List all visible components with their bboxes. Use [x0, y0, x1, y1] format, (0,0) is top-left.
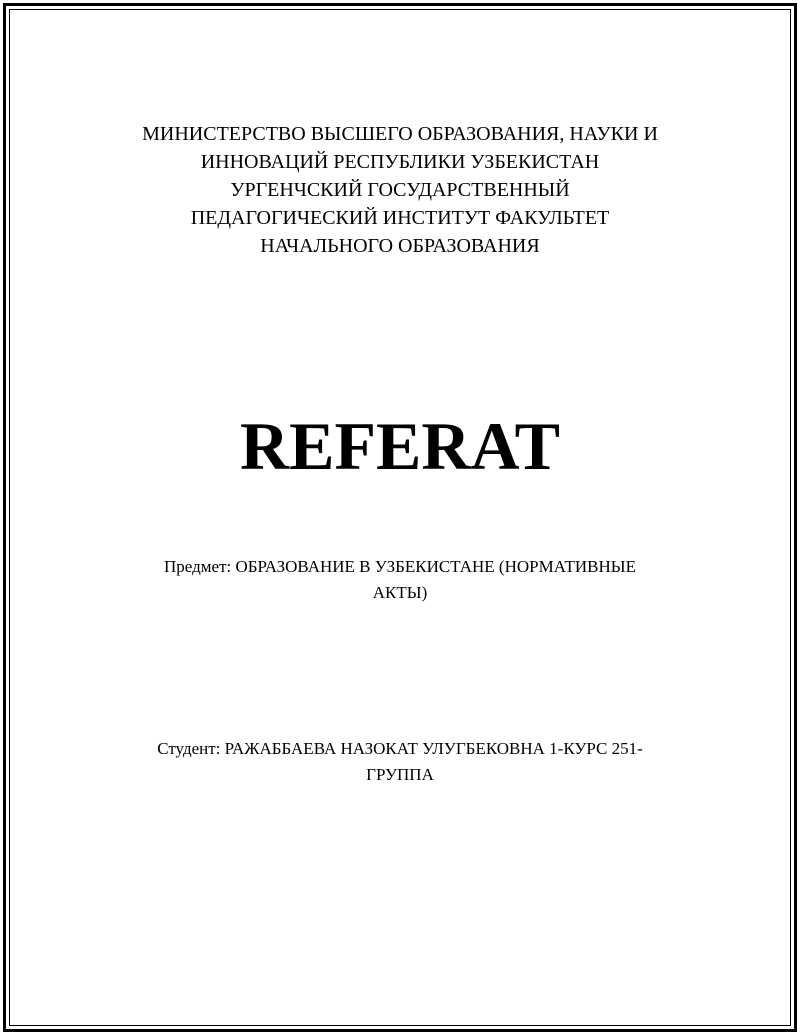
header-line: МИНИСТЕРСТВО ВЫСШЕГО ОБРАЗОВАНИЯ, НАУКИ И	[142, 123, 658, 145]
institution-header	[0, 120, 800, 260]
header-line: ПЕДАГОГИЧЕСКИЙ ИНСТИТУТ ФАКУЛЬТЕТ	[190, 207, 610, 229]
student-line: ГРУППА	[366, 765, 434, 784]
document-title: REFERAT	[240, 408, 560, 484]
student-line: Студент: РАЖАББАЕВА НАЗОКАТ УЛУГБЕКОВНА 1-КУРС 251-	[157, 739, 643, 758]
subject-block	[100, 554, 700, 606]
header-line: УРГЕНЧСКИЙ ГОСУДАРСТВЕННЫЙ	[230, 179, 570, 201]
subject-line: АКТЫ)	[372, 583, 428, 602]
student-block	[100, 736, 700, 788]
subject-line: Предмет: ОБРАЗОВАНИЕ В УЗБЕКИСТАНЕ (НОРМАТИВНЫЕ	[164, 557, 636, 576]
header-line: ИННОВАЦИЙ РЕСПУБЛИКИ УЗБЕКИСТАН	[200, 151, 600, 173]
header-line: НАЧАЛЬНОГО ОБРАЗОВАНИЯ	[260, 235, 540, 257]
